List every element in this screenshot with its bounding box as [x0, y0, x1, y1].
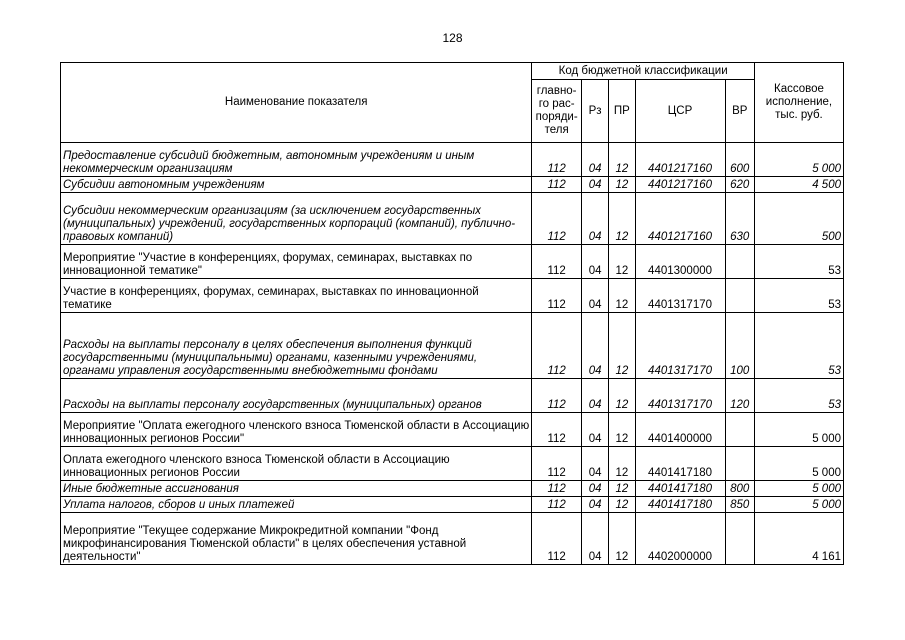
row-vr-cell: 620 — [725, 177, 754, 193]
table-row — [61, 143, 844, 177]
row-sum-cell: 5 000 — [754, 413, 843, 447]
row-name-cell: Предоставление субсидий бюджетным, автономным учреждениям и иным некоммерческим организациям — [61, 143, 532, 177]
header-name: Наименование показателя — [61, 63, 532, 143]
row-vr-cell — [725, 245, 754, 279]
row-csr-cell: 4401417180 — [635, 481, 725, 497]
row-sum-cell: 500 — [754, 193, 843, 245]
row-csr-cell: 4401317170 — [635, 379, 725, 413]
table-row — [61, 481, 844, 497]
row-name-cell: Расходы на выплаты персоналу государственных (муниципальных) органов — [61, 379, 532, 413]
row-csr-cell: 4402000000 — [635, 513, 725, 565]
row-name-cell: Оплата ежегодного членского взноса Тюменской области в Ассоциацию инновационных регионов России — [61, 447, 532, 481]
header-sum: Кассовое исполнение, тыс. руб. — [754, 63, 843, 143]
row-vr-cell — [725, 279, 754, 313]
table-row — [61, 177, 844, 193]
row-glavn-cell: 112 — [532, 279, 582, 313]
row-vr-cell: 850 — [725, 497, 754, 513]
table-row — [61, 313, 844, 379]
row-sum-cell: 5 000 — [754, 143, 843, 177]
row-glavn-cell: 112 — [532, 497, 582, 513]
budget-execution-table — [60, 62, 844, 565]
header-csr: ЦСР — [635, 80, 725, 143]
row-sum-cell: 53 — [754, 279, 843, 313]
row-vr-cell: 120 — [725, 379, 754, 413]
row-rz-cell: 04 — [581, 497, 608, 513]
table-row — [61, 513, 844, 565]
table-row — [61, 279, 844, 313]
row-csr-cell: 4401400000 — [635, 413, 725, 447]
row-csr-cell: 4401417180 — [635, 497, 725, 513]
row-pr-cell: 12 — [609, 513, 635, 565]
row-glavn-cell: 112 — [532, 447, 582, 481]
row-rz-cell: 04 — [581, 481, 608, 497]
table-row — [61, 497, 844, 513]
row-glavn-cell: 112 — [532, 245, 582, 279]
row-glavn-cell: 112 — [532, 513, 582, 565]
row-vr-cell — [725, 447, 754, 481]
row-pr-cell: 12 — [609, 413, 635, 447]
row-glavn-cell: 112 — [532, 413, 582, 447]
row-csr-cell: 4401217160 — [635, 143, 725, 177]
row-pr-cell: 12 — [609, 497, 635, 513]
row-csr-cell: 4401417180 — [635, 447, 725, 481]
row-sum-cell: 5 000 — [754, 481, 843, 497]
row-sum-cell: 4 500 — [754, 177, 843, 193]
row-sum-cell: 53 — [754, 245, 843, 279]
row-glavn-cell: 112 — [532, 481, 582, 497]
row-csr-cell: 4401217160 — [635, 177, 725, 193]
row-csr-cell: 4401317170 — [635, 279, 725, 313]
row-vr-cell: 100 — [725, 313, 754, 379]
row-sum-cell: 5 000 — [754, 447, 843, 481]
table-header — [61, 63, 844, 143]
header-pr: ПР — [609, 80, 635, 143]
row-glavn-cell: 112 — [532, 313, 582, 379]
header-vr: ВР — [725, 80, 754, 143]
row-vr-cell — [725, 413, 754, 447]
table-row — [61, 245, 844, 279]
table-body — [61, 143, 844, 565]
row-pr-cell: 12 — [609, 379, 635, 413]
row-pr-cell: 12 — [609, 313, 635, 379]
row-csr-cell: 4401317170 — [635, 313, 725, 379]
row-glavn-cell: 112 — [532, 193, 582, 245]
row-pr-cell: 12 — [609, 481, 635, 497]
header-code-group: Код бюджетной классификации — [532, 63, 755, 80]
row-name-cell: Субсидии некоммерческим организациям (за исключением государственных (муниципальных) учреждений, государственных корпораций (компаний), публично-правовых компаний) — [61, 193, 532, 245]
row-rz-cell: 04 — [581, 513, 608, 565]
table-row — [61, 447, 844, 481]
row-vr-cell: 600 — [725, 143, 754, 177]
row-csr-cell: 4401217160 — [635, 193, 725, 245]
page-number: 128 — [442, 31, 463, 45]
row-rz-cell: 04 — [581, 447, 608, 481]
row-csr-cell: 4401300000 — [635, 245, 725, 279]
row-rz-cell: 04 — [581, 279, 608, 313]
row-rz-cell: 04 — [581, 193, 608, 245]
row-sum-cell: 53 — [754, 379, 843, 413]
row-glavn-cell: 112 — [532, 379, 582, 413]
row-pr-cell: 12 — [609, 143, 635, 177]
row-name-cell: Участие в конференциях, форумах, семинарах, выставках по инновационной тематике — [61, 279, 532, 313]
row-vr-cell: 630 — [725, 193, 754, 245]
table-row — [61, 379, 844, 413]
row-rz-cell: 04 — [581, 177, 608, 193]
row-pr-cell: 12 — [609, 245, 635, 279]
row-name-cell: Мероприятие "Оплата ежегодного членского взноса Тюменской области в Ассоциацию инновационных регионов России" — [61, 413, 532, 447]
row-name-cell: Субсидии автономным учреждениям — [61, 177, 532, 193]
row-pr-cell: 12 — [609, 447, 635, 481]
row-sum-cell: 4 161 — [754, 513, 843, 565]
table-row — [61, 413, 844, 447]
row-rz-cell: 04 — [581, 379, 608, 413]
row-pr-cell: 12 — [609, 279, 635, 313]
table-row — [61, 193, 844, 245]
row-name-cell: Мероприятие "Участие в конференциях, форумах, семинарах, выставках по инновационной тематике" — [61, 245, 532, 279]
header-rz: Рз — [581, 80, 608, 143]
row-name-cell: Расходы на выплаты персоналу в целях обеспечения выполнения функций государственными (муниципальными) органами, казенными учреждениями, органами управления государственными внебюджетными фондами — [61, 313, 532, 379]
row-rz-cell: 04 — [581, 245, 608, 279]
row-vr-cell — [725, 513, 754, 565]
header-glavn: главно-го рас-поряди-теля — [532, 80, 582, 143]
row-pr-cell: 12 — [609, 193, 635, 245]
row-pr-cell: 12 — [609, 177, 635, 193]
row-name-cell: Иные бюджетные ассигнования — [61, 481, 532, 497]
row-vr-cell: 800 — [725, 481, 754, 497]
row-glavn-cell: 112 — [532, 177, 582, 193]
row-sum-cell: 5 000 — [754, 497, 843, 513]
row-sum-cell: 53 — [754, 313, 843, 379]
row-rz-cell: 04 — [581, 143, 608, 177]
row-name-cell: Мероприятие "Текущее содержание Микрокредитной компании "Фонд микрофинансирования Тюменской области" в целях обеспечения уставной деятельности" — [61, 513, 532, 565]
row-rz-cell: 04 — [581, 313, 608, 379]
row-rz-cell: 04 — [581, 413, 608, 447]
row-name-cell: Уплата налогов, сборов и иных платежей — [61, 497, 532, 513]
row-glavn-cell: 112 — [532, 143, 582, 177]
